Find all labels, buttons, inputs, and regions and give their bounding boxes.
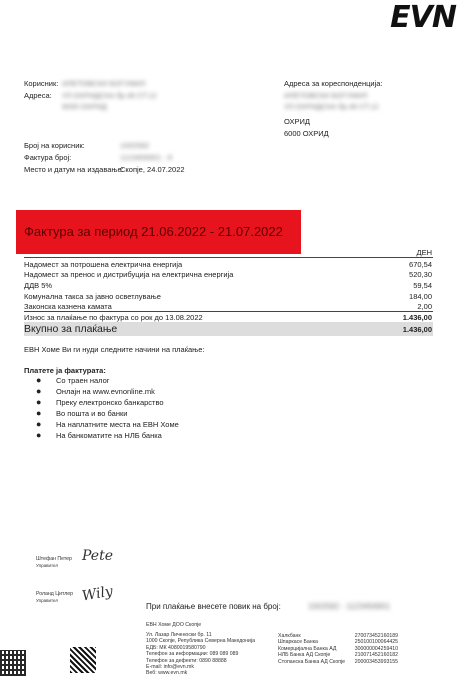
charge-value: 59,54: [413, 281, 432, 290]
period-title: Фактура за период 21.06.2022 - 21.07.2022: [24, 224, 283, 239]
customer-number-value: 1002582: [120, 141, 150, 150]
footer-address-line: 1000 Скопје, Република Северна Македонија: [146, 638, 255, 645]
footer-address: [146, 632, 255, 677]
table-top-divider: [24, 257, 433, 258]
correspondence-postal: 6000 ОХРИД: [284, 129, 329, 138]
place-date-label: Место и датум на издавање:: [24, 165, 124, 174]
bank-name: Шпаркасе Банка: [278, 639, 318, 646]
invoice-number-value: 1123456901 - 8: [120, 153, 172, 162]
charge-label: Надомест за пренос и дистрибуција на електрична енергија: [24, 270, 234, 279]
footer-address-line: Ул. Лазар Личеноски бр. 11: [146, 632, 212, 638]
bank-account: 210071452160182: [354, 652, 398, 659]
footer-address-line: Веб: www.evn.mk: [146, 670, 188, 677]
evn-logo: EVN: [390, 0, 456, 35]
bullet-icon: ●: [36, 386, 42, 396]
bank-name: Стопанска Банка АД Скопје: [278, 658, 346, 665]
reference-value: 1002582 - 1123456901: [308, 602, 391, 611]
payment-method: На наплатните места на ЕВН Хоме: [56, 420, 179, 429]
charge-label: Комунална такса за јавно осветлување: [24, 292, 161, 301]
list-item: [36, 419, 179, 430]
correspondence-city: ОХРИД: [284, 117, 310, 126]
list-item: [36, 430, 179, 441]
payment-methods-list: [36, 375, 179, 441]
payment-method: На банкоматите на НЛБ банка: [56, 431, 162, 440]
list-item: [36, 375, 179, 386]
correspondence-line-1: ИЛЕТОВСКИ БОГУМИЛ: [284, 91, 368, 100]
signatory-1-name: Штефан Петер: [36, 556, 72, 562]
charge-label: Законска казнена камата: [24, 302, 112, 311]
payment-method: Со траен налог: [56, 376, 110, 385]
due-label: Износ за плаќање по фактура со рок до 13.08.2022: [24, 313, 203, 322]
charge-value: 2,00: [417, 302, 432, 311]
payment-intro: ЕВН Хоме Ви ги нуди следните начини на плаќање:: [24, 345, 205, 354]
bank-row: [278, 659, 398, 665]
total-value: 1.436,00: [402, 325, 432, 334]
due-value: 1.436,00: [402, 313, 432, 322]
bank-name: НЛБ Банка АД Скопје: [278, 652, 331, 659]
signature-1-image: Pete: [82, 548, 113, 564]
bullet-icon: ●: [36, 375, 42, 385]
customer-number-label: Број на корисник:: [24, 141, 85, 150]
footer-address-line: Телефон за информации: 089 089 089: [146, 651, 239, 658]
bank-account: 300000004259410: [354, 645, 398, 652]
footer-company: ЕВН Хоме ДОО Скопје: [146, 622, 202, 628]
charge-value: 670,54: [409, 260, 432, 269]
list-item: [36, 408, 179, 419]
charge-label: ДДВ 5%: [24, 281, 53, 290]
bank-account: 200003453993155: [354, 658, 398, 665]
address-line-2: 6000 ОХРИД: [62, 102, 107, 111]
signatory-2-name: Роланд Цитлер: [36, 591, 74, 597]
payment-heading: Платете ја фактурата:: [24, 366, 106, 375]
payment-method: Во пошта и во банки: [56, 409, 128, 418]
total-label: Вкупно за плаќање: [24, 323, 118, 335]
customer-value: ИЛЕТОВСКИ БОГУМИЛ: [62, 79, 146, 88]
payment-method: Онлајн на www.evnonline.mk: [56, 387, 155, 396]
charge-label: Надомест за потрошена електрична енергија: [24, 260, 183, 269]
signature-2-image: Wily: [80, 583, 115, 605]
signatory-1-role: Управител: [36, 563, 58, 568]
address-line-1: УЛ.ОХРИДСКА бр.46 СТ.12: [62, 91, 157, 100]
charge-value: 184,00: [409, 292, 432, 301]
bullet-icon: ●: [36, 430, 42, 440]
bank-name: Комерцијална Банка АД: [278, 645, 337, 652]
qr-code-icon: [0, 650, 26, 676]
footer-address-line: ЕДБ: МК 4080019580790: [146, 644, 206, 651]
invoice-number-label: Фактура број:: [24, 153, 72, 162]
bank-account: 270073452160189: [354, 633, 398, 639]
payment-method: Преку електронско банкарство: [56, 398, 164, 407]
bank-name: Халкбанк: [278, 633, 301, 639]
footer-address-line: Телефон за дефекти: 0890 88888: [146, 657, 227, 664]
list-item: [36, 386, 179, 397]
bank-account: 250100100064425: [354, 639, 398, 646]
signatory-2-role: Управител: [36, 598, 58, 603]
correspondence-label: Адреса за кореспонденција:: [284, 79, 383, 88]
reference-label: При плаќање внесете повик на број:: [146, 602, 281, 611]
bullet-icon: ●: [36, 397, 42, 407]
address-label: Адреса:: [24, 91, 52, 100]
bullet-icon: ●: [36, 419, 42, 429]
customer-label: Корисник:: [24, 79, 59, 88]
place-date-value: Скопје, 24.07.2022: [120, 165, 185, 174]
list-item: [36, 397, 179, 408]
currency-header: ДЕН: [416, 248, 432, 257]
footer-banks: [278, 633, 398, 665]
charge-value: 520,30: [409, 270, 432, 279]
bullet-icon: ●: [36, 408, 42, 418]
correspondence-line-2: УЛ.ОХРИДСКА бр.46 СТ.12: [284, 102, 379, 111]
footer-address-line: E-mail: info@evn.mk: [146, 664, 194, 671]
datamatrix-code-icon: [70, 647, 96, 673]
